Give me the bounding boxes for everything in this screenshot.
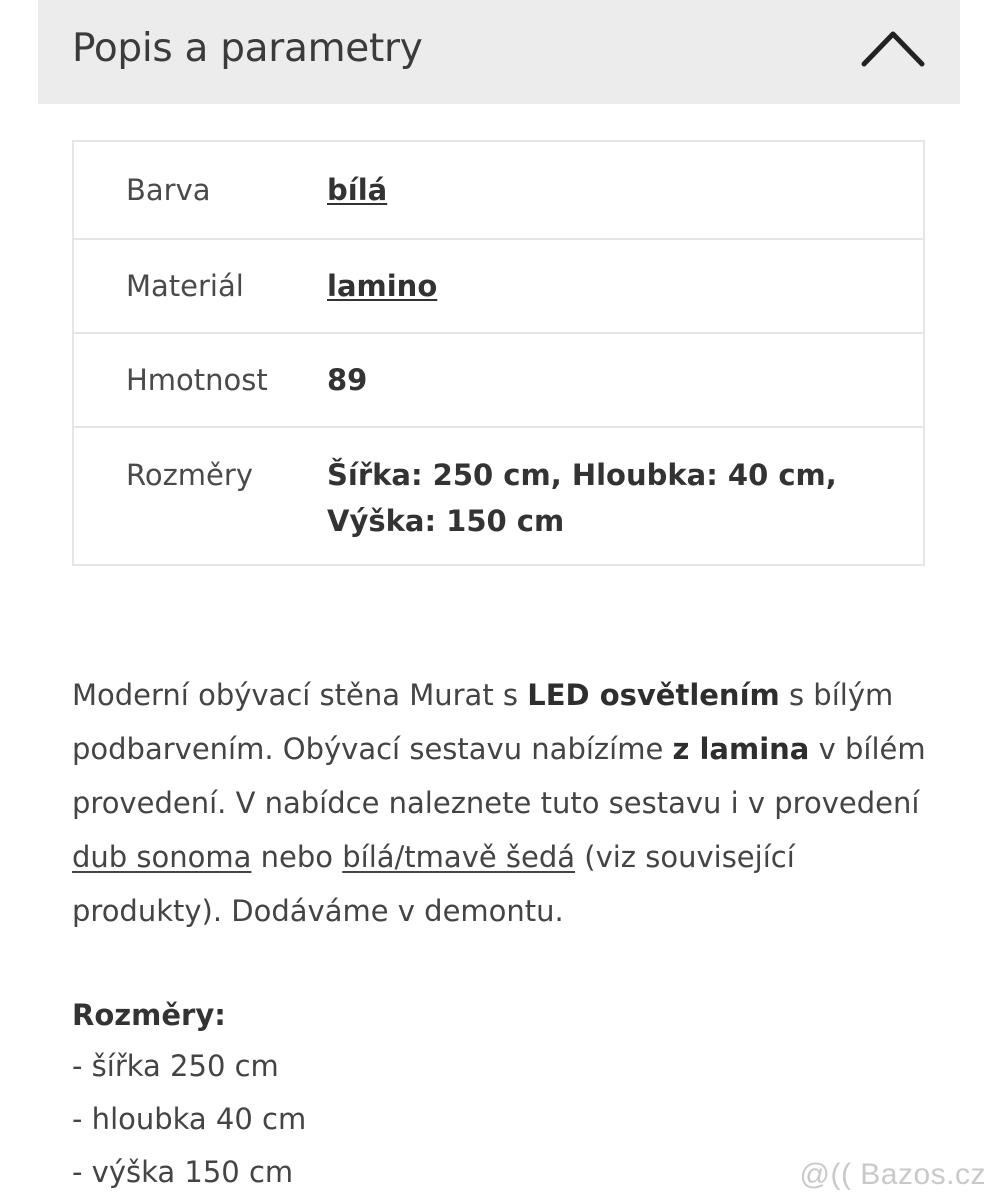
dimensions-heading: Rozměry: [72, 998, 226, 1032]
param-label: Hmotnost [126, 363, 268, 397]
watermark: @(( Bazos.cz [799, 1158, 986, 1191]
accordion-title: Popis a parametry [72, 26, 423, 71]
description-text: (viz související produkty). Dodáváme v demontu. [72, 840, 795, 928]
list-item: - výška 150 cm [72, 1155, 294, 1189]
description-text: nebo [251, 840, 343, 874]
description-bold: z lamina [672, 732, 810, 766]
param-row-dimensions [74, 426, 923, 564]
dimensions-list [72, 1040, 306, 1199]
param-row-weight [74, 332, 923, 426]
product-description [72, 668, 952, 938]
list-item: - hloubka 40 cm [72, 1102, 307, 1136]
color-link[interactable]: bílá [327, 173, 388, 207]
param-row-material [74, 238, 923, 332]
parameters-table [72, 140, 925, 566]
chevron-up-icon[interactable] [860, 26, 926, 70]
description-bold: LED osvětlením [527, 678, 780, 712]
param-label: Rozměry [126, 458, 253, 492]
description-text: s bílým podbarvením. Obývací sestavu nabízíme [72, 678, 894, 766]
param-label: Barva [126, 173, 211, 207]
param-label: Materiál [126, 269, 244, 303]
param-row-color [74, 142, 923, 238]
description-text: Moderní obývací stěna Murat s [72, 678, 528, 712]
param-value [327, 167, 923, 213]
dub-sonoma-link[interactable]: dub sonoma [72, 840, 252, 874]
param-value: Šířka: 250 cm, Hloubka: 40 cm, Výška: 150 cm [327, 458, 837, 538]
list-item: - šířka 250 cm [72, 1049, 279, 1083]
white-dark-grey-link[interactable]: bílá/tmavě šedá [342, 840, 576, 874]
description-text: v bílém provedení. V nabídce naleznete tuto sestavu i v provedení [72, 732, 926, 820]
param-value [327, 263, 923, 309]
accordion-header[interactable] [38, 0, 960, 104]
param-value: 89 [327, 363, 368, 397]
material-link[interactable]: lamino [327, 269, 438, 303]
